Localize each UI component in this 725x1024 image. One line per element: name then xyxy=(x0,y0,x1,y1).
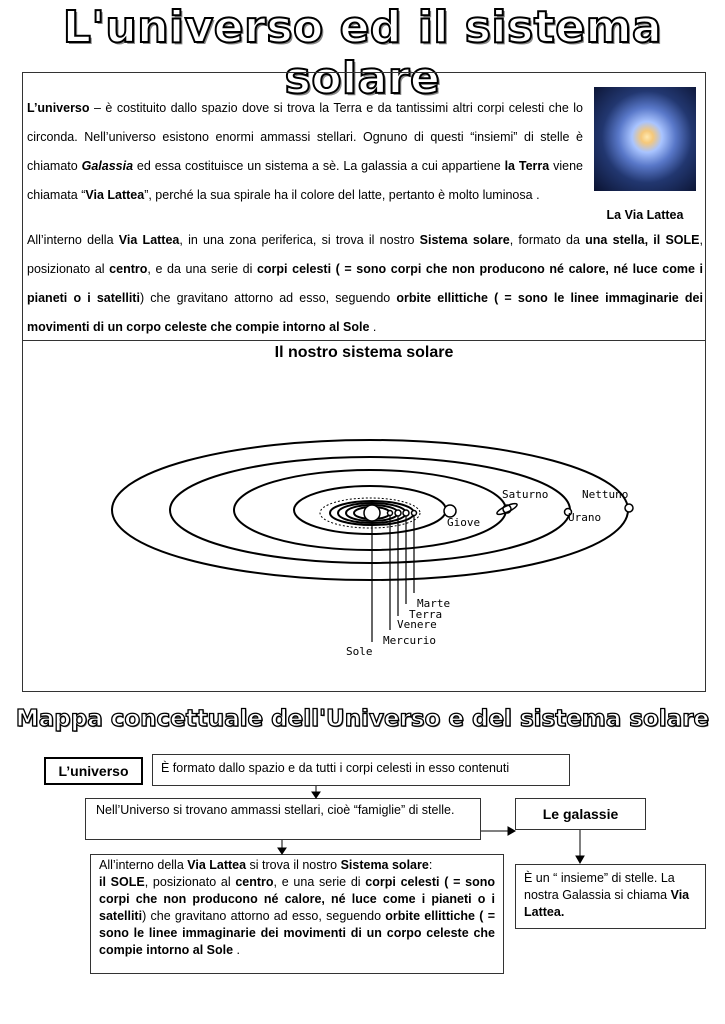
text-run: Sistema solare xyxy=(419,233,510,247)
text-run: Via Lattea. xyxy=(524,888,690,919)
text-run: la Terra xyxy=(504,159,550,173)
map-node-definizione: È formato dallo spazio e da tutti i corpi celesti in esso contenuti xyxy=(152,754,570,786)
text-run: ed essa costituisce un sistema a sè. La galassia a cui appartiene xyxy=(133,159,505,173)
text-run: , e una serie di xyxy=(273,875,366,889)
text-run: , posizionato al xyxy=(27,233,703,276)
text-run: , formato da xyxy=(509,233,586,247)
text-run: Via Lattea xyxy=(187,858,247,872)
text-run: corpi celesti ( = sono corpi che non producono né calore, né luce come i pianeti o i satelliti xyxy=(99,875,496,923)
text-run: – è costituito dallo spazio dove si trova la Terra e da tantissimi altri corpi celesti che lo circonda. Nell’universo esistono enormi ammassi stellari. Ognuno di questi “insiemi” di stelle è chiamato xyxy=(27,101,583,173)
text-run: ) che gravitano attorno ad esso, seguendo xyxy=(142,909,386,923)
text-run: , e da una serie di xyxy=(147,262,257,276)
text-run: Via Lattea xyxy=(85,188,145,202)
text-run: centro xyxy=(235,875,274,889)
text-run: si trova il nostro xyxy=(246,858,341,872)
text-run: ) che gravitano attorno ad esso, seguendo xyxy=(139,291,397,305)
text-run: centro xyxy=(109,262,148,276)
label-venere: Venere xyxy=(397,618,437,631)
map-node-galassie: Le galassie xyxy=(515,798,646,830)
text-run: Sistema solare xyxy=(340,858,429,872)
text-run: ”, perché la sua spirale ha il colore del latte, pertanto è molto luminosa . xyxy=(144,188,540,202)
text-run: corpi celesti ( = sono corpi che non producono né calore, né luce come i pianeti o i satelliti xyxy=(27,262,703,305)
text-run: . xyxy=(233,943,240,957)
galaxy-caption: La Via Lattea xyxy=(606,208,684,222)
text-run: orbite ellittiche ( = sono le linee immaginarie dei movimenti di un corpo celeste che compie intorno al Sole xyxy=(27,291,703,334)
text-run: , in una zona periferica, si trova il nostro xyxy=(179,233,420,247)
map-node-ammassi: Nell’Universo si trovano ammassi stellari, cioè “famiglie” di stelle. xyxy=(85,798,481,840)
text-run: Galassia xyxy=(81,159,134,173)
text-run: All’interno della xyxy=(99,858,188,872)
label-giove: Giove xyxy=(447,516,481,529)
section-title: Il nostro sistema solare xyxy=(274,344,454,361)
label-saturno: Saturno xyxy=(502,488,549,501)
text-run: È un “ insieme” di stelle. La nostra Galassia si chiama xyxy=(524,871,675,902)
text-run: il SOLE xyxy=(99,875,145,889)
text-run: : xyxy=(428,858,433,872)
label-mercurio: Mercurio xyxy=(383,634,436,647)
label-urano: Urano xyxy=(568,511,602,524)
label-sole: Sole xyxy=(346,645,373,658)
text-run: Via Lattea xyxy=(118,233,180,247)
text-run: orbite ellittiche ( = sono le linee immaginarie dei movimenti di un corpo celeste che compie intorno al Sole xyxy=(99,909,495,957)
text-run: All’interno della xyxy=(27,233,119,247)
text-run: , posizionato al xyxy=(144,875,236,889)
label-marte: Marte xyxy=(417,597,451,610)
text-run: . xyxy=(369,320,377,334)
map-node-universo: L’universo xyxy=(44,757,143,785)
concept-map-title: Mappa concettuale dell'Universo e del sistema solare xyxy=(15,706,710,732)
text-run: L’universo xyxy=(27,101,90,115)
label-terra: Terra xyxy=(409,608,443,621)
page-title: L'universo ed il sistema solare xyxy=(62,2,663,104)
text-run: viene chiamata “ xyxy=(27,159,583,202)
text-run: una stella, il SOLE xyxy=(585,233,700,247)
label-nettuno: Nettuno xyxy=(582,488,629,501)
